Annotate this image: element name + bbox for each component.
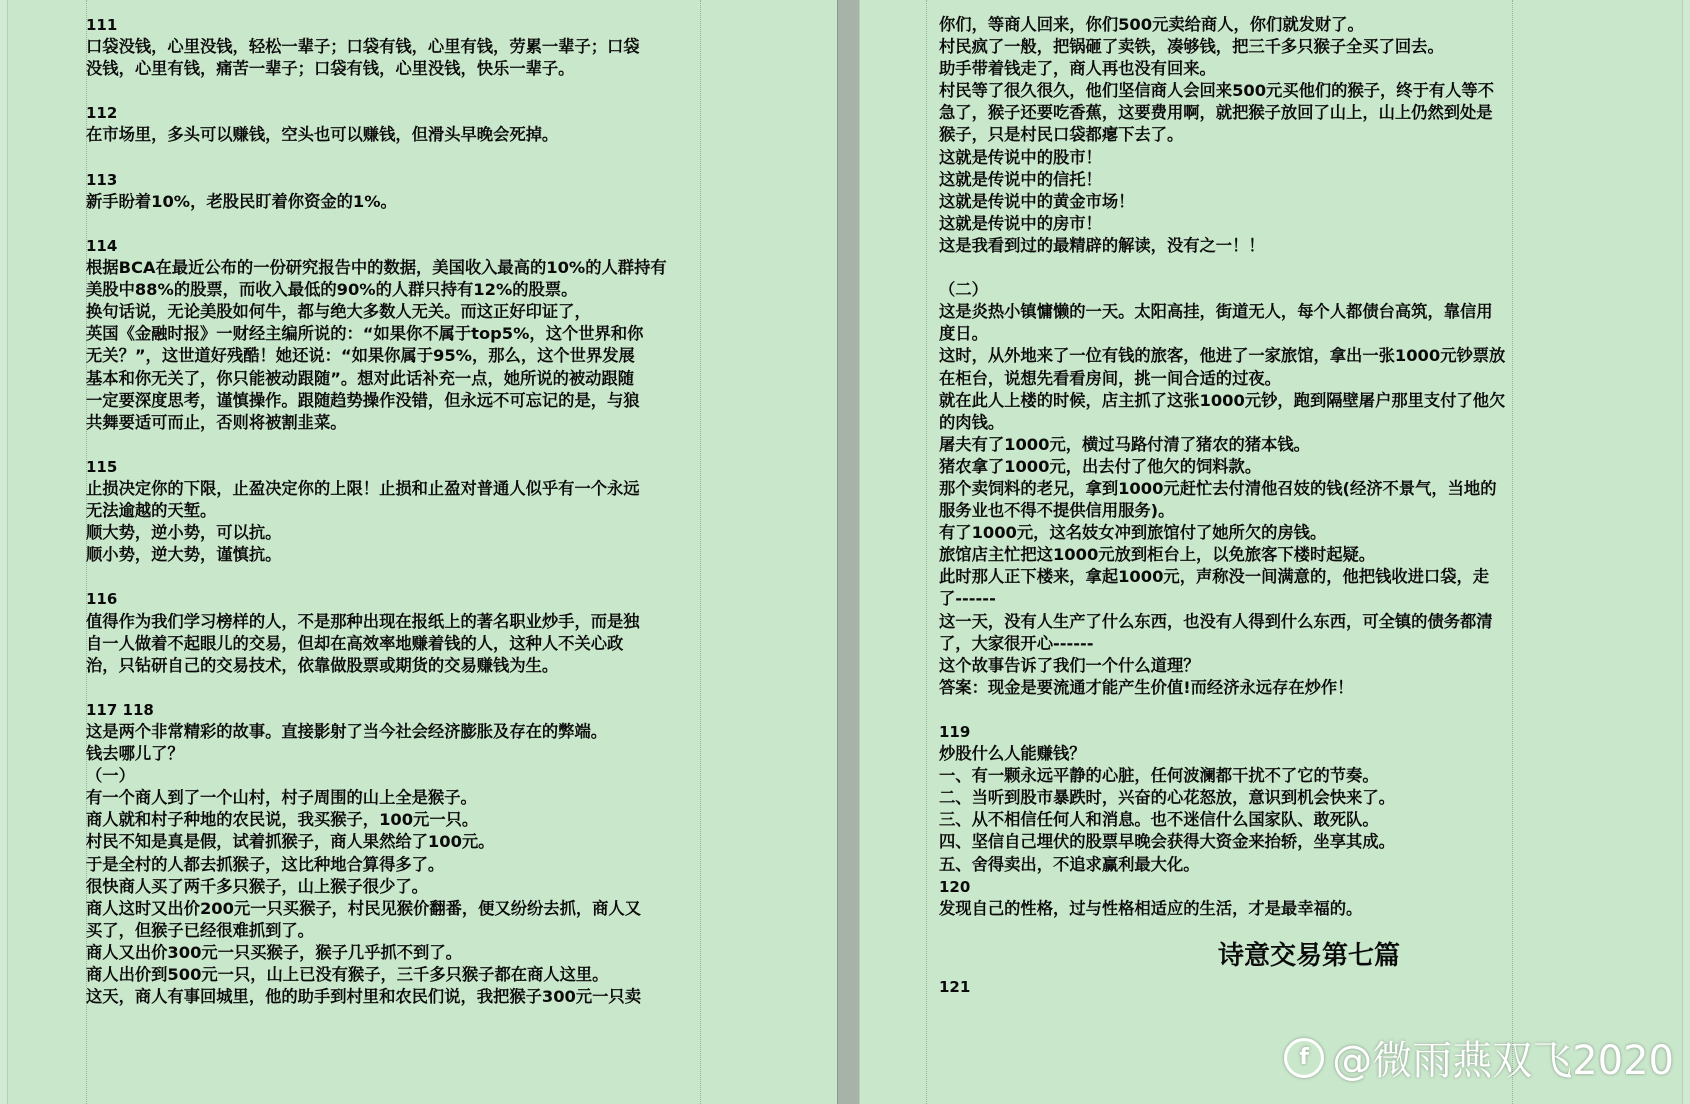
entry-number: 121	[939, 977, 971, 996]
text-line: 村民疯了一般，把锅砸了卖铁，凑够钱，把三千多只猴子全买了回去。	[939, 37, 1444, 57]
paragraph-gap	[86, 677, 776, 699]
paragraph-gap	[86, 213, 776, 235]
text-line: 治，只钻研自己的交易技术，依靠做股票或期货的交易赚钱为生。	[86, 655, 559, 675]
right-page	[860, 0, 1682, 1104]
text-line: 无法逾越的天堑。	[86, 501, 217, 521]
text-line: 猴子，只是村民口袋都瘪下去了。	[939, 125, 1184, 145]
text-line: 有一个商人到了一个山村，村子周围的山上全是猴子。	[86, 788, 477, 808]
text-line: 发现自己的性格，过与性格相适应的生活，才是最幸福的。	[939, 898, 1363, 918]
text-line: 这就是传说中的房市！	[939, 213, 1102, 233]
text-line: 这就是传说中的黄金市场！	[939, 191, 1135, 211]
paragraph-gap	[939, 699, 1639, 721]
entry-number: 113	[86, 170, 118, 189]
text-line: 很快商人买了两千多只猴子，山上猴子很少了。	[86, 876, 428, 896]
text-line: 这个故事告诉了我们一个什么道理？	[939, 655, 1200, 675]
text-line: 炒股什么人能赚钱？	[939, 744, 1086, 764]
entry-number: 115	[86, 457, 118, 476]
text-line: 二、当听到股市暴跌时，兴奋的心花怒放，意识到机会快来了。	[939, 788, 1395, 808]
entry-number: 119	[939, 723, 971, 741]
entry-number: 111	[86, 16, 118, 34]
text-line: 买了，但猴子已经很难抓到了。	[86, 920, 314, 940]
text-line: 口袋没钱，心里没钱，轻松一辈子；口袋有钱，心里有钱，劳累一辈子；口袋	[86, 37, 640, 57]
text-line: 这就是传说中的股市！	[939, 147, 1102, 167]
entry-number: 112	[86, 104, 118, 123]
text-line: 英国《金融时报》一财经主编所说的：“如果你不属于top5%，这个世界和你	[86, 324, 644, 344]
entry-number: 116	[86, 590, 118, 609]
text-line: 商人出价到500元一只，山上已没有猴子，三千多只猴子都在商人这里。	[86, 965, 609, 985]
entry-number: 114	[86, 236, 118, 255]
paragraph-gap	[86, 566, 776, 588]
text-line: 无关？”，这世道好残酷！她还说：“如果你属于95%，那么，这个世界发展	[86, 346, 635, 366]
text-line: 这一天，没有人生产了什么东西，也没有人得到什么东西，可全镇的债务都清	[939, 611, 1493, 631]
text-line: 你们，等商人回来，你们500元卖给商人，你们就发财了。	[939, 15, 1364, 34]
text-line: 止损决定你的下限，止盈决定你的上限！止损和止盈对普通人似乎有一个永远	[86, 478, 640, 498]
text-line: 了------	[939, 589, 996, 609]
text-line: 根据BCA在最近公布的一份研究报告中的数据，美国收入最高的10%的人群持有	[86, 258, 667, 278]
left-page-text	[86, 14, 776, 1008]
text-line: 一定要深度思考，谨慎操作。跟随趋势操作没错，但永远不可忘记的是，与狼	[86, 390, 640, 410]
text-line: 于是全村的人都去抓猴子，这比种地合算得多了。	[86, 854, 445, 874]
text-line: 这天，商人有事回城里，他的助手到村里和农民们说，我把猴子300元一只卖	[86, 987, 641, 1007]
entry-number: 117 118	[86, 700, 154, 719]
watermark-text: @微雨燕双飞2020	[1332, 1038, 1674, 1084]
text-line: 共舞要适可而止，否则将被割韭菜。	[86, 412, 347, 432]
left-margin-guide	[926, 0, 928, 1104]
paragraph-gap	[939, 257, 1639, 279]
text-line: （一）	[86, 766, 135, 786]
text-line: 这时，从外地来了一位有钱的旅客，他进了一家旅馆，拿出一张1000元钞票放	[939, 346, 1506, 366]
text-line: 商人就和村子种地的农民说，我买猴子，100元一只。	[86, 810, 479, 830]
text-line: 美股中88%的股票，而收入最低的90%的人群只持有12%的股票。	[86, 280, 578, 300]
text-line: 急了，猴子还要吃香蕉，这要费用啊，就把猴子放回了山上，山上仍然到处是	[939, 103, 1493, 123]
text-line: 商人又出价300元一只买猴子，猴子几乎抓不到了。	[86, 942, 462, 962]
text-line: 这是两个非常精彩的故事。直接影射了当今社会经济膨胀及存在的弊端。	[86, 722, 608, 741]
paragraph-gap	[86, 434, 776, 456]
text-line: （二）	[939, 280, 988, 300]
right-page-text	[939, 14, 1639, 998]
text-line: 五、舍得卖出，不追求赢利最大化。	[939, 854, 1200, 874]
text-line: 就在此人上楼的时候，店主抓了这张1000元钞，跑到隔壁屠户那里支付了他欠	[939, 390, 1506, 410]
text-line: 了，大家很开心------	[939, 633, 1094, 653]
text-line: 值得作为我们学习榜样的人，不是那种出现在报纸上的著名职业炒手，而是独	[86, 611, 640, 631]
text-line: 村民等了很久很久，他们坚信商人会回来500元买他们的猴子，终于有人等不	[939, 81, 1494, 101]
text-line: 一、有一颗永远平静的心脏，任何波澜都干扰不了它的节奏。	[939, 766, 1379, 786]
text-line: 这是我看到过的最精辟的解读，没有之一！！	[939, 235, 1265, 255]
paragraph-gap	[86, 147, 776, 169]
text-line: 服务业也不得不提供信用服务)。	[939, 501, 1175, 521]
text-line: 顺小势，逆大势，谨慎抗。	[86, 545, 282, 565]
weibo-logo-icon: f	[1284, 1038, 1324, 1078]
text-line: 答案：现金是要流通才能产生价值!而经济永远存在炒作！	[939, 677, 1354, 697]
text-line: 钱去哪儿了？	[86, 744, 184, 764]
text-line: 有了1000元，这名妓女冲到旅馆付了她所欠的房钱。	[939, 523, 1327, 543]
section-title: 诗意交易第七篇	[1217, 940, 1400, 971]
text-line: 那个卖饲料的老兄，拿到1000元赶忙去付清他召妓的钱(经济不景气，当地的	[939, 478, 1497, 498]
text-line: 四、坚信自己埋伏的股票早晚会获得大资金来抬轿，坐享其成。	[939, 832, 1395, 852]
text-line: 这是炎热小镇慵懒的一天。太阳高挂，街道无人，每个人都债台高筑，靠信用	[939, 302, 1493, 322]
text-line: 在市场里，多头可以赚钱，空头也可以赚钱，但滑头早晚会死掉。	[86, 125, 559, 145]
text-line: 助手带着钱走了，商人再也没有回来。	[939, 59, 1216, 79]
text-line: 基本和你无关了，你只能被动跟随”。想对此话补充一点，她所说的被动跟随	[86, 368, 634, 388]
text-line: 村民不知是真是假，试着抓猴子，商人果然给了100元。	[86, 832, 495, 852]
text-line: 三、从不相信任何人和消息。也不迷信什么国家队、敢死队。	[939, 810, 1379, 830]
page-gutter	[837, 0, 860, 1104]
text-line: 猪农拿了1000元，出去付了他欠的饲料款。	[939, 456, 1262, 476]
text-line: 在柜台，说想先看看房间，挑一间合适的过夜。	[939, 368, 1281, 388]
text-line: 换句话说，无论美股如何牛，都与绝大多数人无关。而这正好印证了，	[86, 302, 591, 322]
text-line: 此时那人正下楼来，拿起1000元，声称没一间满意的，他把钱收进口袋，走	[939, 567, 1490, 587]
watermark	[1284, 1029, 1674, 1086]
text-line: 的肉钱。	[939, 412, 1005, 432]
text-line: 顺大势，逆小势，可以抗。	[86, 523, 282, 543]
text-line: 旅馆店主忙把这1000元放到柜台上，以免旅客下楼时起疑。	[939, 545, 1376, 565]
left-page	[8, 0, 837, 1104]
text-line: 这就是传说中的信托！	[939, 169, 1102, 189]
entry-number: 120	[939, 877, 971, 896]
paragraph-gap	[86, 80, 776, 102]
text-line: 没钱，心里有钱，痛苦一辈子；口袋有钱，心里没钱，快乐一辈子。	[86, 59, 575, 79]
text-line: 屠夫有了1000元，横过马路付清了猪农的猪本钱。	[939, 434, 1310, 454]
text-line: 商人这时又出价200元一只买猴子，村民见猴价翻番，便又纷纷去抓，商人又	[86, 898, 641, 918]
text-line: 度日。	[939, 324, 988, 344]
text-line: 新手盼着10%，老股民盯着你资金的1%。	[86, 191, 397, 211]
text-line: 自一人做着不起眼儿的交易，但却在高效率地赚着钱的人，这种人不关心政	[86, 633, 624, 653]
